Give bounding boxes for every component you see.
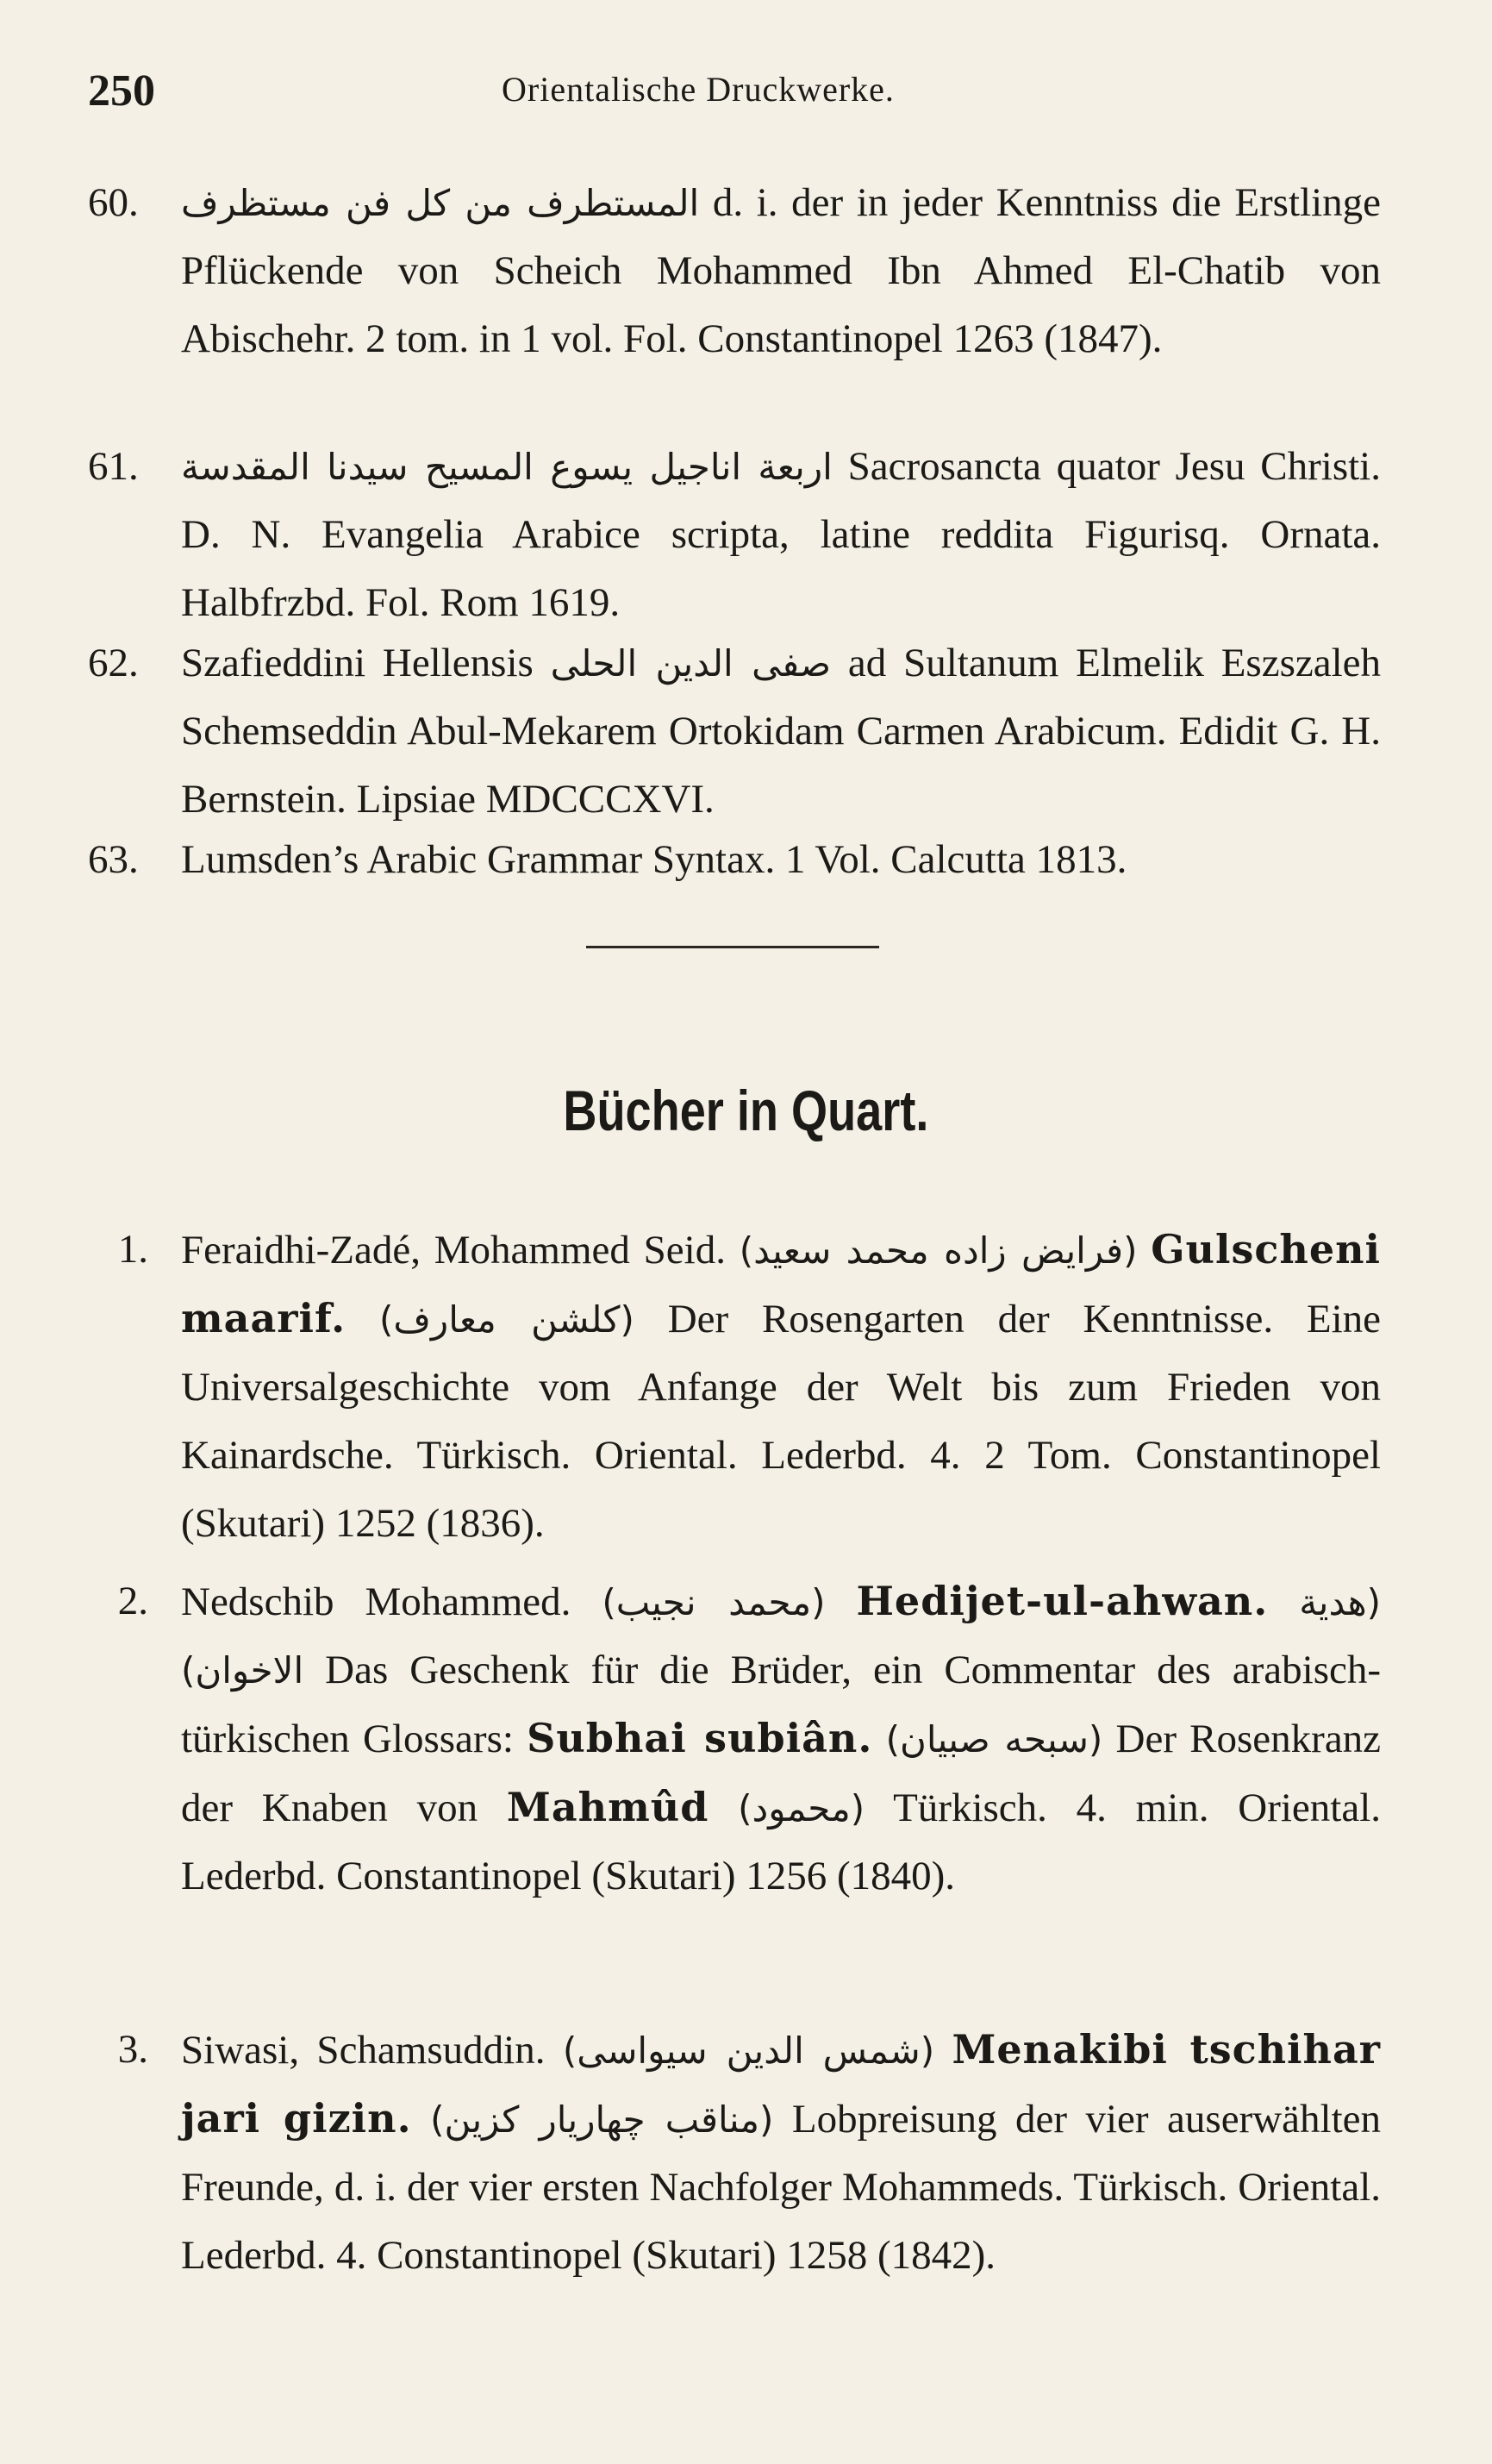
- entry-number: 60.: [88, 180, 139, 225]
- entry-number: 1.: [117, 1227, 148, 1272]
- author-name: Szafieddini Hellensis: [181, 641, 534, 685]
- arabic-glossary-author: (محمود): [738, 1787, 865, 1829]
- quart-entry-1: [88, 1216, 1381, 1558]
- arabic-title: (كلشن معارف): [378, 1298, 634, 1341]
- entry-number: 2.: [117, 1579, 148, 1623]
- arabic-title: اربعة اناجيل يسوع المسيح سيدنا المقدسة: [181, 446, 833, 488]
- work-title: Gulscheni maarif.: [181, 1226, 1382, 1341]
- section-title: Bücher in Quart.: [563, 1079, 929, 1142]
- entry-body: [181, 169, 1381, 373]
- entry-60: [88, 169, 1381, 373]
- entry-text: Lobpreisung der vier auserwählten Freunde, d. i. der vier ersten Nachfolger Mohammeds. Türkisch. Oriental. Lederbd. 4. Constantinopel (Skutari) 1258 (1842).: [181, 2097, 1381, 2278]
- arabic-title: صفى الدين الحلى: [550, 642, 832, 685]
- entry-number: 3.: [117, 2027, 148, 2072]
- arabic-title: (هدية الاخوان): [181, 1581, 1382, 1692]
- entry-63: [88, 826, 1381, 894]
- work-title: Menakibi tschihar jari gizin.: [181, 2026, 1382, 2142]
- quart-entry-3: [88, 2016, 1381, 2290]
- quart-entry-2: [88, 1567, 1381, 1911]
- entry-text: Der Rosenkranz der Knaben von: [181, 1717, 1382, 1830]
- entry-body: [181, 629, 1381, 834]
- section-divider: [586, 946, 879, 948]
- entry-number: 63.: [88, 837, 139, 882]
- entry-text: Lumsden’s Arabic Grammar Syntax. 1 Vol. Calcutta 1813.: [181, 837, 1127, 882]
- glossary-author: Mahmûd: [506, 1784, 709, 1830]
- entry-text: Sacrosancta quator Jesu Christi. D. N. Evangelia Arabice scripta, latine reddita Figurisq. Ornata. Halbfrzbd. Fol. Rom 1619.: [181, 444, 1381, 625]
- entry-body: [181, 1216, 1381, 1558]
- running-title: Orientalische Druckwerke.: [502, 70, 895, 109]
- author-name: Nedschib Mohammed.: [181, 1579, 571, 1624]
- entry-body: [181, 826, 1381, 894]
- work-title: Hedijet-ul-ahwan.: [856, 1578, 1269, 1624]
- entry-text: Der Rosengarten der Kenntnisse. Eine Universalgeschichte vom Anfange der Welt bis zum Frieden von Kainardsche. Türkisch. Oriental. Lederbd. 4. 2 Tom. Constantinopel (Skutari) 1252 (1836).: [181, 1297, 1382, 1546]
- glossary-title: Subhai subiân.: [527, 1715, 873, 1761]
- page-number: 250: [88, 66, 155, 116]
- page-header: [88, 57, 1433, 117]
- entry-body: [181, 1567, 1381, 1911]
- arabic-author: (شمس الدين سيواسى): [562, 2029, 935, 2072]
- arabic-title: المستطرف من كل فن مستظرف: [181, 182, 700, 224]
- entry-body: [181, 2016, 1381, 2290]
- arabic-glossary-title: (سبحه صبيان): [885, 1718, 1103, 1760]
- entry-number: 62.: [88, 641, 139, 685]
- entry-text: d. i. der in jeder Kenntniss die Erstlinge Pflückende von Scheich Mohammed Ibn Ahmed El-Chatib von Abischehr. 2 tom. in 1 vol. Fol. Constantinopel 1263 (1847).: [181, 180, 1382, 361]
- author-name: Siwasi, Schamsuddin.: [181, 2028, 546, 2073]
- entry-61: [88, 433, 1381, 637]
- arabic-title: (مناقب چهاريار كزين): [430, 2098, 774, 2141]
- arabic-author: (محمد نجيب): [602, 1581, 826, 1623]
- author-name: Feraidhi-Zadé, Mohammed Seid.: [181, 1228, 726, 1273]
- entry-text: ad Sultanum Elmelik Eszszaleh Schemseddin Abul-Mekarem Ortokidam Carmen Arabicum. Edidit G. H. Bernstein. Lipsiae MDCCCXVI.: [181, 641, 1381, 822]
- arabic-author: (فرايض زاده محمد سعيد): [739, 1229, 1138, 1272]
- entry-number: 61.: [88, 444, 139, 489]
- entry-62: [88, 629, 1381, 834]
- entry-body: [181, 433, 1381, 637]
- entry-text: Türkisch. 4. min. Oriental. Lederbd. Constantinopel (Skutari) 1256 (1840).: [181, 1785, 1382, 1898]
- entry-text: Das Geschenk für die Brüder, ein Commentar des arabisch-türkischen Glossars:: [181, 1648, 1382, 1761]
